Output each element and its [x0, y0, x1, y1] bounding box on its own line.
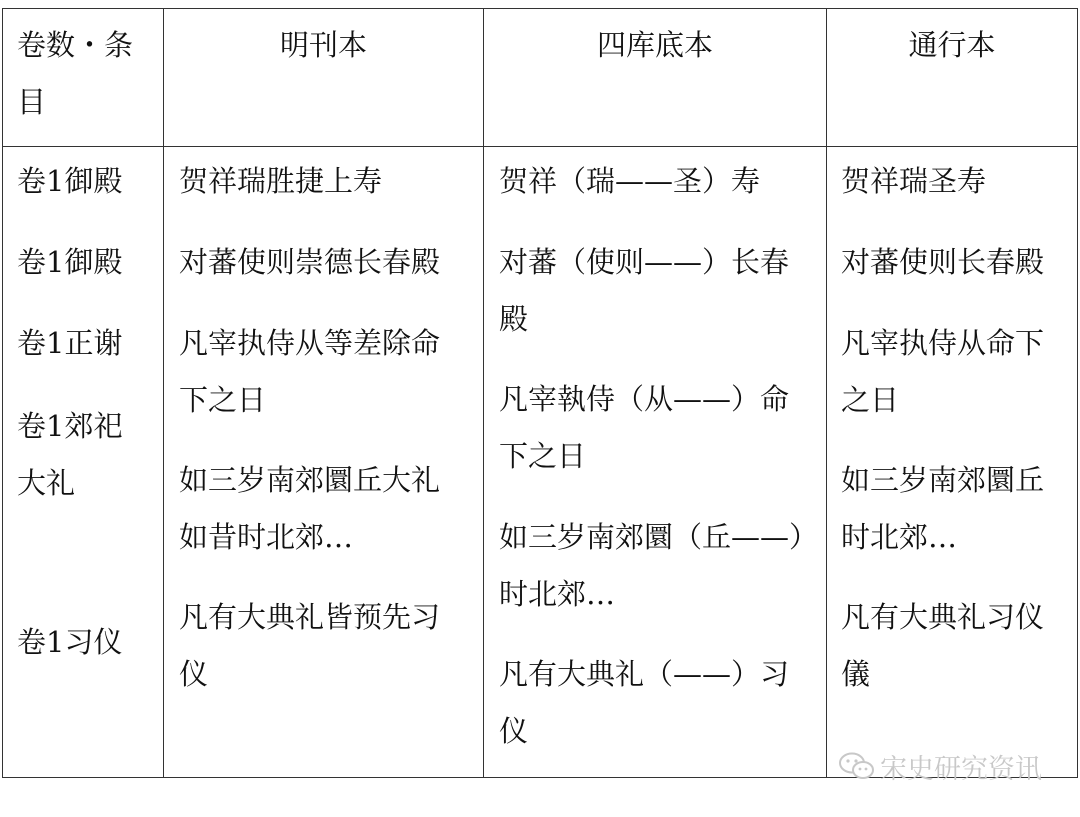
table-cell-siku: 凡有大典礼（——）习 仪	[499, 657, 790, 748]
table-cell-volume: 卷1御殿	[17, 245, 123, 279]
table-cell-siku: 凡宰執侍（从——）命 下之日	[499, 382, 790, 473]
table-cell-siku: 如三岁南郊圜（丘——） 时北郊…	[499, 520, 819, 611]
table-cell-ming: 凡宰执侍从等差除命 下之日	[179, 326, 441, 417]
table-cell-current: 如三岁南郊圜丘 时北郊…	[841, 463, 1045, 554]
table-cell-ming: 贺祥瑞胜捷上寿	[179, 164, 383, 198]
table-cell-ming: 如三岁南郊圜丘大礼 如昔时北郊…	[179, 463, 441, 554]
table-cell-current: 凡宰执侍从命下 之日	[841, 326, 1045, 417]
table-cell-volume: 卷1御殿	[17, 164, 123, 198]
header-ming-edition: 明刊本	[279, 28, 367, 62]
table-cell-current: 贺祥瑞圣寿	[841, 164, 987, 198]
table-cell-volume: 卷1郊祀 大礼	[17, 409, 123, 500]
comparison-table	[2, 8, 1078, 778]
table-cell-ming: 对蕃使则崇德长春殿	[179, 245, 441, 279]
header-volume-entry: 卷数・条 目	[17, 28, 134, 119]
header-current-edition: 通行本	[908, 28, 996, 62]
table-cell-volume: 卷1习仪	[17, 625, 123, 659]
table-cell-ming: 凡有大典礼皆预先习 仪	[179, 600, 441, 691]
table-cell-current: 凡有大典礼习仪 儀	[841, 600, 1045, 691]
table-cell-volume: 卷1正谢	[17, 326, 123, 360]
wechat-icon	[838, 751, 876, 781]
table-cell-siku: 贺祥（瑞——圣）寿	[499, 164, 761, 198]
header-siku-edition: 四库底本	[596, 28, 713, 62]
watermark-text: 宋史研究资讯	[880, 753, 1042, 785]
watermark	[838, 746, 1042, 786]
table-cell-current: 对蕃使则长春殿	[841, 245, 1045, 279]
table-cell-siku: 对蕃（使则——）长春 殿	[499, 245, 790, 336]
